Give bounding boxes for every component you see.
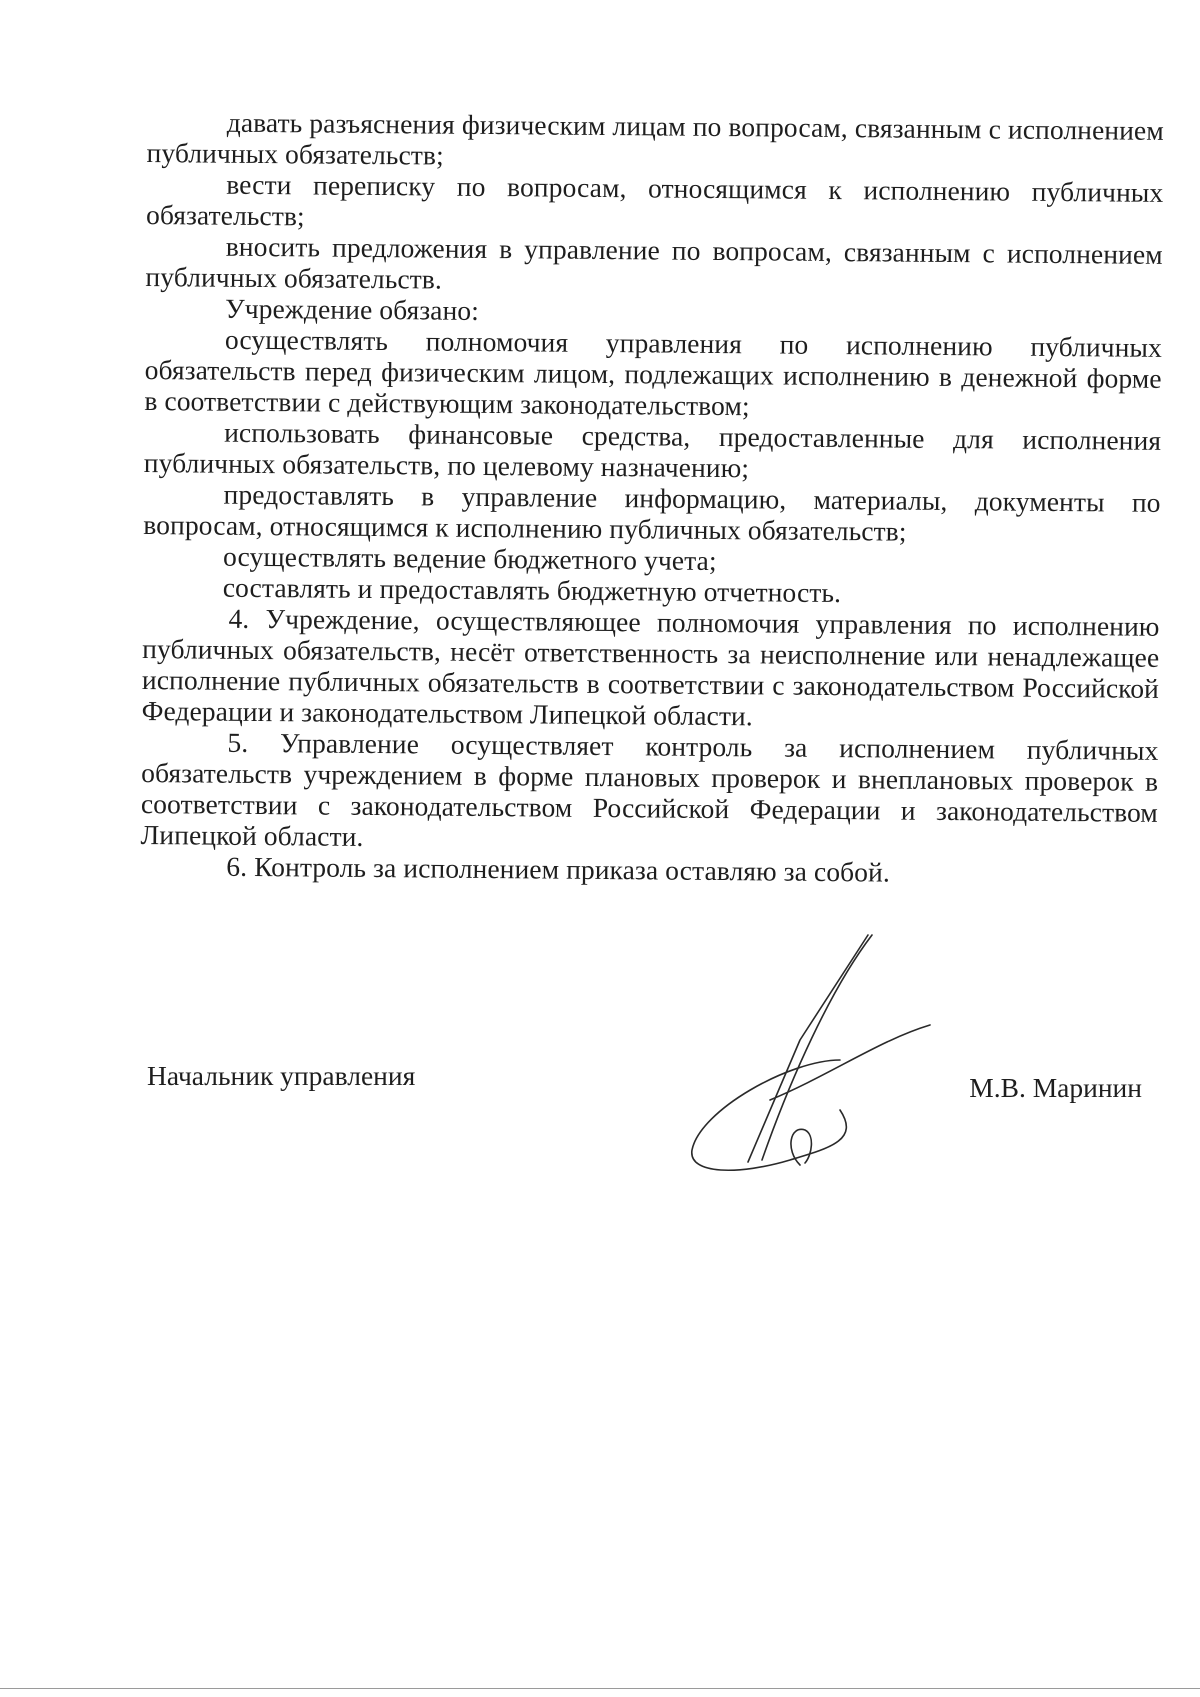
paragraph-obligations-heading: Учреждение обязано: (225, 292, 480, 326)
paragraph-budget-reporting: составлять и предоставлять бюджетную отчетность. (222, 571, 842, 609)
paragraph-proposals: вносить предложения в управление по вопросам, связанным с исполнением публичных обязательств. (145, 230, 1163, 295)
document-body (140, 106, 1164, 890)
paragraph-correspondence: вести переписку по вопросам, относящимся к исполнению публичных обязательств; (145, 168, 1164, 232)
bottom-border-line (0, 1688, 1200, 1689)
paragraph-explanations: давать разъяснения физическим лицам по вопросам, связанным с исполнением публичных обязательств; (146, 106, 1164, 171)
paragraph-use-funds: использовать финансовые средства, предоставленные для исполнения публичных обязательств, по целевому назначению; (143, 416, 1162, 484)
paragraph-item-5: 5. Управление осуществляет контроль за исполнением публичных обязательств учреждением в форме плановых проверок и внеплановых проверок в соответствии с законодательством Российской Федерации и законодательством Липецкой области. (140, 726, 1159, 852)
signatory-name: М.В. Маринин (969, 1072, 1142, 1103)
signatory-position: Начальник управления (147, 1060, 416, 1091)
paragraph-item-6: 6. Контроль за исполнением приказа оставляю за собой. (226, 850, 891, 888)
paragraph-item-4: 4. Учреждение, осуществляющее полномочия управления по исполнению публичных обязательств, несёт ответственность за неисполнение или ненадлежащее исполнение публичных обязательств в соответствии с законодательством Российской Федерации и законодательством Липецкой области. (141, 602, 1160, 732)
paragraph-exercise-powers: осуществлять полномочия управления по исполнению публичных обязательств перед физическим лицом, подлежащих исполнению в денежной форме в соответствии с действующим законодательством; (144, 323, 1163, 422)
paragraph-provide-information: предоставлять в управление информацию, материалы, документы по вопросам, относящимся к исполнению публичных обязательств; (143, 478, 1161, 547)
paragraph-budget-accounting: осуществлять ведение бюджетного учета; (222, 540, 717, 576)
